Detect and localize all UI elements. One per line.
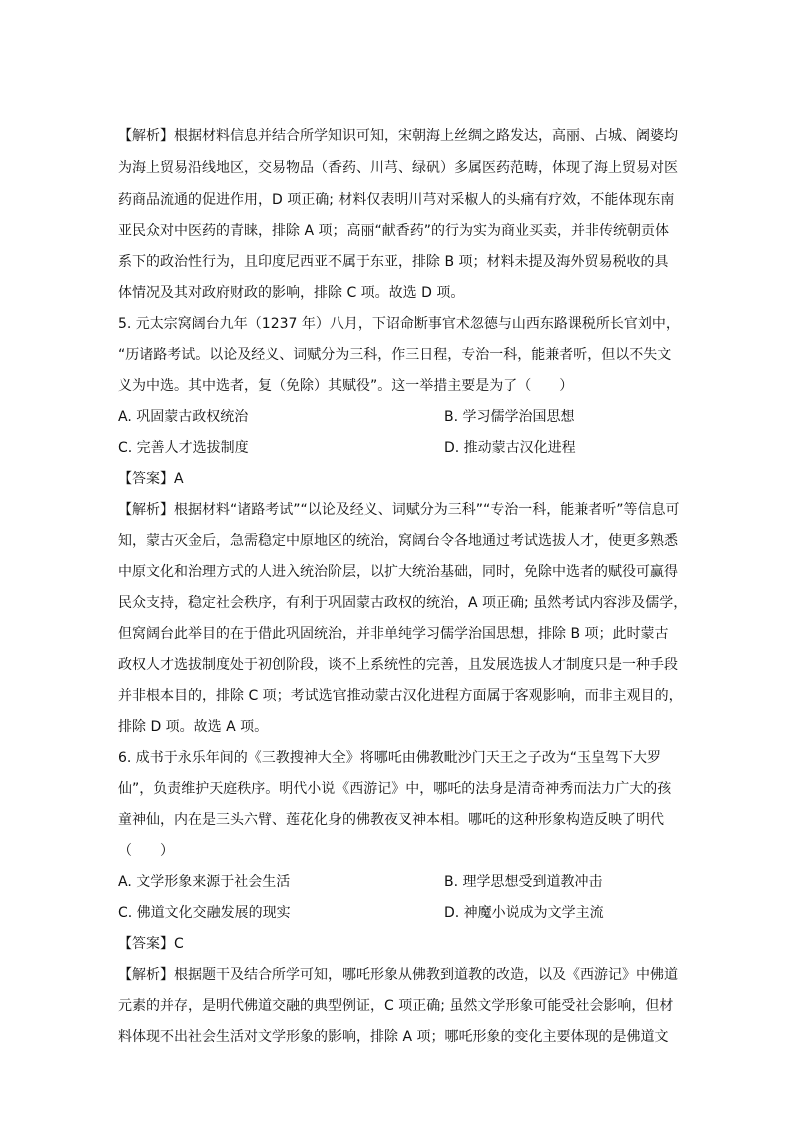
analysis-4-line-5: 系下的政治性行为，且印度尼西亚不属于东亚，排除 B 项；材料未提及海外贸易税收的具 (118, 254, 669, 270)
q5-analysis-line-6: 政权人才选拔制度处于初创阶段，谈不上系统性的完善，且发展选拔人才制度只是一种手段 (118, 657, 678, 673)
q5-analysis-line-2: 知，蒙古灭金后，急需稳定中原地区的统治，窝阔台令各地通过考试选拔人才，使更多熟悉 (118, 533, 678, 549)
q5-option-a: A. 巩固蒙古政权统治 (118, 409, 249, 425)
q6-stem-line-1: 6. 成书于永乐年间的《三教搜神大全》将哪吒由佛教毗沙门天王之子改为“玉皇驾下大罗 (118, 750, 662, 766)
q5-option-b: B. 学习儒学治国思想 (444, 409, 575, 425)
q5-stem-line-1: 5. 元太宗窝阔台九年（1237 年）八月，下诏命断事官术忽德与山西东路课税所长官刘中， (118, 316, 680, 332)
q6-analysis-line-2: 元素的并存，是明代佛道交融的典型例证，C 项正确; 虽然文学形象可能受社会影响，但材 (118, 998, 674, 1014)
q6-analysis-line-1: 【解析】根据题干及结合所学可知，哪吒形象从佛教到道教的改造，以及《西游记》中佛道 (118, 967, 678, 983)
q6-stem-line-2: 仙”，负责维护天庭秩序。明代小说《西游记》中，哪吒的法身是清奇神秀而法力广大的孩 (118, 781, 672, 797)
q6-option-d: D. 神魔小说成为文学主流 (444, 905, 604, 921)
q5-option-c: C. 完善人才选拔制度 (118, 440, 249, 456)
q5-option-d: D. 推动蒙古汉化进程 (444, 440, 576, 456)
q5-analysis-line-1: 【解析】根据材料“诸路考试”“以论及经义、词赋分为三科”“专治一科，能兼者听”等信息可 (118, 502, 680, 518)
q5-analysis-line-3: 中原文化和治理方式的人进入统治阶层，以扩大统治基础，同时，免除中选者的赋役可赢得 (118, 564, 678, 580)
q6-analysis-line-3: 料体现不出社会生活对文学形象的影响，排除 A 项；哪吒形象的变化主要体现的是佛道文 (118, 1029, 669, 1045)
q6-option-a: A. 文学形象来源于社会生活 (118, 874, 291, 890)
q5-analysis-line-5: 但窝阔台此举目的在于借此巩固统治，并非单纯学习儒学治国思想，排除 B 项；此时蒙古 (118, 626, 669, 642)
analysis-4-line-1: 【解析】根据材料信息并结合所学知识可知，宋朝海上丝绸之路发达，高丽、占城、阇婆均 (118, 128, 678, 144)
q5-stem-line-3: 义为中选。其中选者，复（免除）其赋役”。这一举措主要是为了（ ） (118, 378, 574, 394)
q5-analysis-line-7: 并非根本目的，排除 C 项；考试选官推动蒙古汉化进程方面属于客观影响，而非主观目的， (118, 688, 683, 704)
q6-stem-line-4: （ ） (118, 843, 174, 859)
analysis-4-line-3: 药商品流通的促进作用，D 项正确; 材料仅表明川芎对采椒人的头痛有疗效，不能体现东南 (118, 192, 675, 208)
q6-option-b: B. 理学思想受到道教冲击 (444, 874, 603, 890)
q5-answer: 【答案】A (118, 471, 184, 487)
analysis-4-line-6: 体情况及其对政府财政的影响，排除 C 项。故选 D 项。 (118, 285, 465, 301)
q6-answer: 【答案】C (118, 936, 184, 952)
q6-stem-line-3: 童神仙，内在是三头六臂、莲花化身的佛教夜叉神本相。哪吒的这种形象构造反映了明代 (118, 812, 664, 828)
q5-analysis-line-8: 排除 D 项。故选 A 项。 (118, 719, 269, 735)
analysis-4-line-4: 亚民众对中医药的青睐，排除 A 项；高丽“献香药”的行为实为商业买卖，并非传统朝贡体 (118, 223, 669, 239)
q5-analysis-line-4: 民众支持，稳定社会秩序，有利于巩固蒙古政权的统治，A 项正确; 虽然考试内容涉及儒学， (118, 595, 688, 611)
analysis-4-line-2: 为海上贸易沿线地区，交易物品（香药、川芎、绿矾）多属医药范畴，体现了海上贸易对医 (118, 160, 678, 176)
q6-option-c: C. 佛道文化交融发展的现实 (118, 905, 291, 921)
q5-stem-line-2: “历诸路考试。以论及经义、词赋分为三科，作三日程，专治一科，能兼者听，但以不失文 (118, 347, 672, 363)
